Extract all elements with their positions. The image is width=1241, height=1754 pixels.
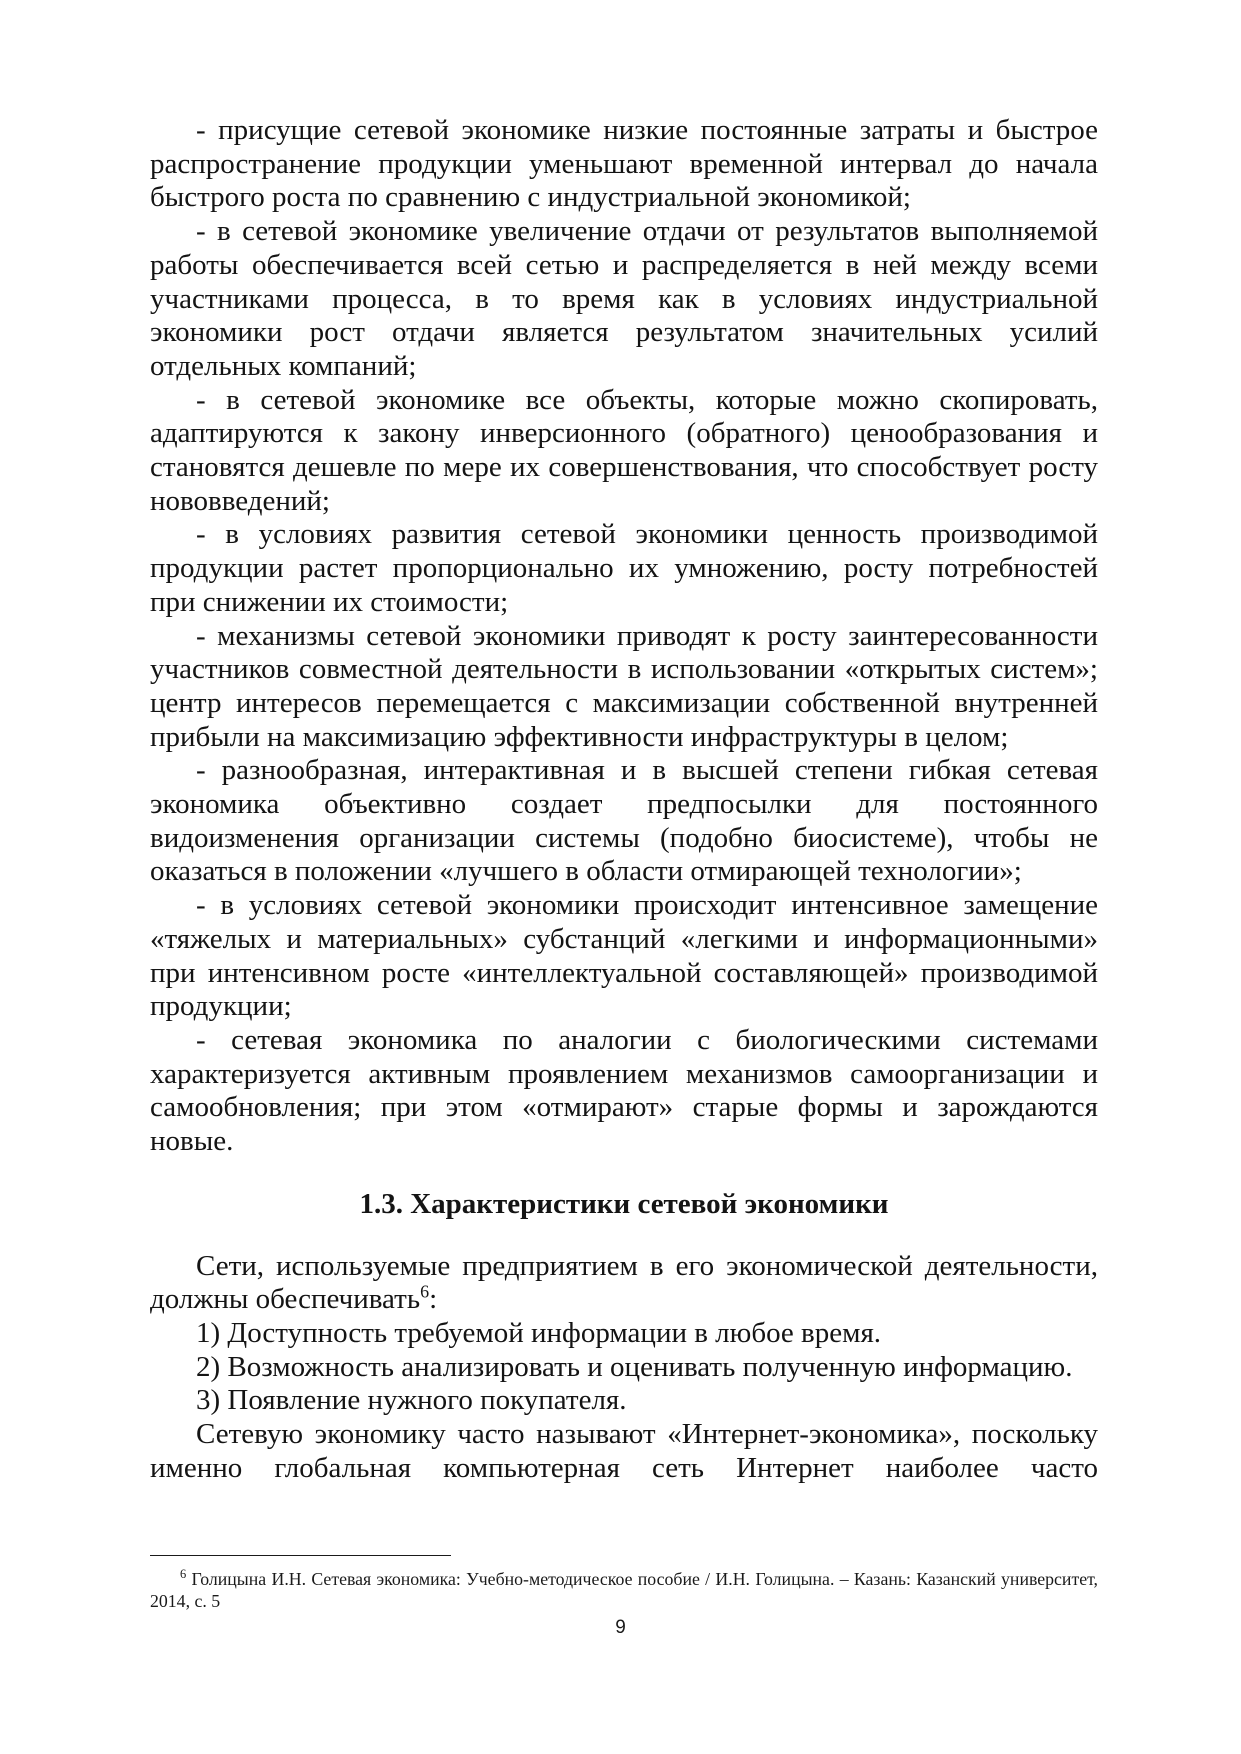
paragraph-open-systems: - механизмы сетевой экономики приводят к росту заинтересованности участников совместной деятельности в использовании «открытых систем»; центр интересов перемещается с максимизации собственной внутренней прибыли на максимизацию эффективности инфраструктуры в целом; [150,619,1098,753]
footnote-reference[interactable]: 6 [420,1281,430,1302]
paragraph-intro [150,1250,1098,1317]
intro-text: Сети, используемые предприятием в его экономической деятельности, должны обеспечивать [150,1249,1098,1316]
intro-colon: : [429,1283,438,1316]
paragraph-self-organization: - сетевая экономика по аналогии с биологическими системами характеризуется активным проявлением механизмов самоорганизации и самообновления; при этом «отмирают» старые формы и зарождаются новые. [150,1023,1098,1158]
page-number: 9 [615,1617,626,1638]
footnote-entry [150,1568,1098,1612]
footnote-text: Голицына И.Н. Сетевая экономика: Учебно-методическое пособие / И.Н. Голицына. – Казань: Казанский университет, 2014, с. 5 [150,1569,1098,1611]
footnote-divider [150,1555,451,1556]
footnote [150,1568,1098,1612]
paragraph-closing: Сетевую экономику часто называют «Интернет-экономика», поскольку именно глобальная компьютерная сеть Интернет наиболее часто [150,1418,1098,1484]
paragraph-network-returns: - в сетевой экономике увеличение отдачи от результатов выполняемой работы обеспечивается всей сетью и распределяется в ней между всеми участниками процесса, в то время как в условиях индустриальной экономики рост отдачи является результатом значительных усилий отдельных компаний; [150,215,1098,382]
paragraph-flexible-economy: - разнообразная, интерактивная и в высшей степени гибкая сетевая экономика объективно создает предпосылки для постоянного видоизменения организации системы (подобно биосистеме), чтобы не оказаться в положении «лучшего в области отмирающей технологии»; [150,754,1098,888]
paragraph-inverse-pricing: - в сетевой экономике все объекты, которые можно скопировать, адаптируются к закону инверсионного (обратного) ценообразования и становятся дешевле по мере их совершенствования, что способствует росту нововведений; [150,383,1098,517]
list-item: 2) Возможность анализировать и оценивать полученную информацию. [196,1350,1073,1383]
list-item: 3) Появление нужного покупателя. [196,1384,627,1417]
footnote-number: 6 [180,1567,187,1582]
paragraph-value-growth: - в условиях развития сетевой экономики ценность производимой продукции растет пропорционально их умножению, росту потребностей при снижении их стоимости; [150,518,1098,618]
paragraph-low-costs: - присущие сетевой экономике низкие постоянные затраты и быстрое распространение продукции уменьшают временной интервал до начала быстрого роста по сравнению с индустриальной экономикой; [150,114,1098,214]
paragraph-substitution: - в условиях сетевой экономики происходит интенсивное замещение «тяжелых и материальных» субстанций «легкими и информационными» при интенсивном росте «интеллектуальной составляющей» производимой продукции; [150,889,1098,1023]
section-heading: 1.3. Характеристики сетевой экономики [359,1187,889,1220]
main-text [150,114,1098,1485]
list-item: 1) Доступность требуемой информации в любое время. [196,1316,882,1349]
